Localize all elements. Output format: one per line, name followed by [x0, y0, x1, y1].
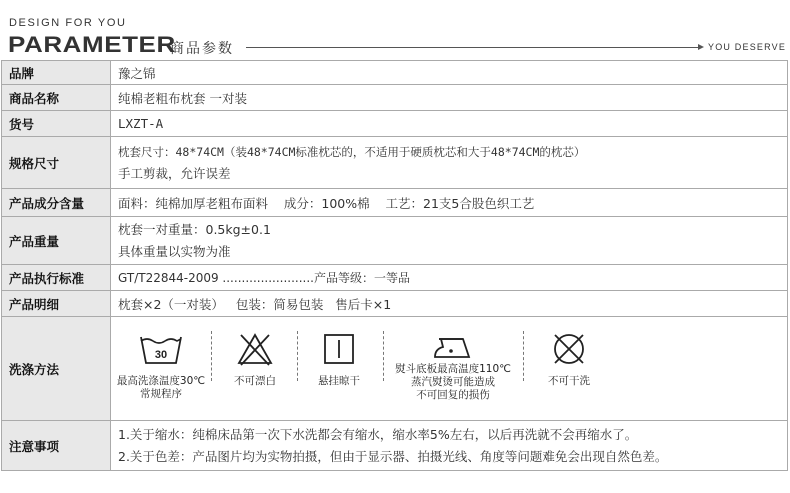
- row-value: 豫之锦: [111, 61, 788, 85]
- row-label: 货号: [2, 111, 111, 137]
- table-row-weight: [2, 217, 788, 265]
- wash-separator: [523, 331, 524, 381]
- wash-30-icon: [137, 329, 185, 369]
- row-value: LXZT-A: [111, 111, 788, 137]
- row-label: 产品成分含量: [2, 189, 111, 217]
- wash-item: [529, 329, 609, 388]
- wash-separator: [211, 331, 212, 381]
- wash-item: [217, 329, 293, 388]
- wash-caption: 不可漂白: [234, 374, 276, 387]
- wash-caption-2: 常规程序: [140, 387, 182, 400]
- row-label: 洗涤方法: [2, 317, 111, 421]
- wash-caption: 不可干洗: [548, 374, 590, 387]
- row-value: [111, 137, 788, 189]
- row-label: 规格尺寸: [2, 137, 111, 189]
- row-label: 品牌: [2, 61, 111, 85]
- wash-caption: 熨斗底板最高温度110℃: [395, 362, 511, 375]
- notes-line-2: 2.关于色差：产品图片均为实物拍摄，但由于显示器、拍摄光线、角度等问题难免会出现自然色差。: [118, 448, 668, 464]
- weight-line-2: 具体重量以实物为准: [118, 243, 231, 259]
- wash-item: [301, 329, 377, 388]
- no-dry-clean-icon: [549, 329, 589, 369]
- table-row-standard: [2, 265, 788, 291]
- wash-temp-text: 30: [154, 348, 168, 361]
- row-label: 注意事项: [2, 421, 111, 471]
- wash-caption: 最高洗涤温度30℃: [116, 374, 206, 387]
- parameter-table: [1, 60, 788, 471]
- wash-separator: [297, 331, 298, 381]
- wash-separator: [383, 331, 384, 381]
- table-row-brand: [2, 61, 788, 85]
- table-row-product-name: [2, 85, 788, 111]
- header-right-text: YOU DESERVE: [708, 42, 787, 52]
- row-label: 产品重量: [2, 217, 111, 265]
- wash-caption: 悬挂晾干: [318, 374, 360, 387]
- header-title-cn: 商品参数: [170, 41, 234, 57]
- table-row-washing: [2, 317, 788, 421]
- table-row-notes: [2, 421, 788, 471]
- row-label: 产品明细: [2, 291, 111, 317]
- wash-caption-2: 蒸汽熨烫可能造成: [411, 375, 495, 388]
- table-row-size: [2, 137, 788, 189]
- table-row-details: [2, 291, 788, 317]
- notes-line-1: 1.关于缩水：纯棉床品第一次下水洗都会有缩水，缩水率5%左右，以后再洗就不会再缩水了。: [118, 426, 638, 442]
- page-header: [0, 0, 790, 60]
- header-arrow-line: [246, 47, 701, 48]
- hang-dry-icon: [319, 329, 359, 369]
- table-row-composition: [2, 189, 788, 217]
- weight-line-1: 枕套一对重量：0.5kg±0.1: [118, 221, 271, 237]
- row-value: 面料：纯棉加厚老粗布面料 成分：100%棉 工艺：21支5合股色织工艺: [111, 189, 788, 217]
- washing-icons-cell: [111, 317, 788, 421]
- row-label: 产品执行标准: [2, 265, 111, 291]
- row-value: [111, 217, 788, 265]
- header-title: PARAMETER: [8, 32, 176, 57]
- header-tagline: DESIGN FOR YOU: [9, 17, 127, 29]
- size-line-2: 手工剪裁，允许误差: [118, 165, 231, 181]
- row-value: [111, 421, 788, 471]
- iron-icon: [429, 329, 477, 363]
- row-value: GT/T22844-2009 ........................产品等级：一等品: [111, 265, 788, 291]
- wash-item: [113, 329, 209, 401]
- wash-caption-3: 不可回复的损伤: [416, 388, 490, 401]
- wash-item: [386, 329, 520, 402]
- row-value: 枕套×2（一对装） 包装：简易包装 售后卡×1: [111, 291, 788, 317]
- row-label: 商品名称: [2, 85, 111, 111]
- size-line-1: 枕套尺寸：48*74CM（装48*74CM标准枕芯的，不适用于硬质枕芯和大于48*74CM的枕芯）: [118, 144, 586, 159]
- no-bleach-icon: [235, 329, 275, 369]
- table-row-sku: [2, 111, 788, 137]
- row-value: 纯棉老粗布枕套 一对装: [111, 85, 788, 111]
